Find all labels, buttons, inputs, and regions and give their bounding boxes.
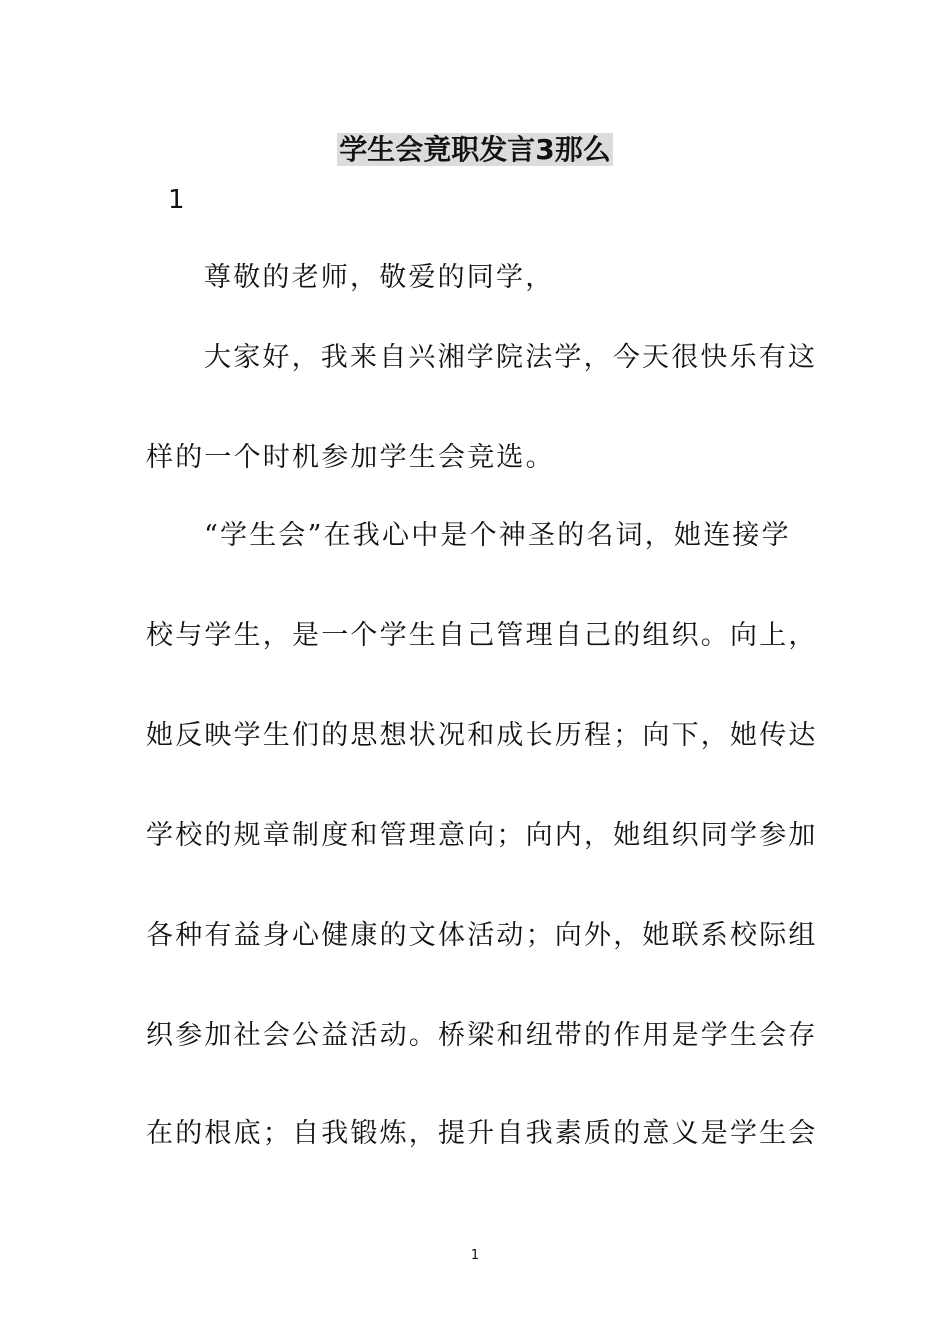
- text-line: 大家好，我来自兴湘学院法学，今天很快乐有这: [204, 342, 818, 373]
- text-line: 在的根底；自我锻炼，提升自我素质的意义是学生会: [146, 1118, 818, 1149]
- text-line-salutation: 尊敬的老师，敬爱的同学，: [204, 262, 555, 293]
- text-line: 织参加社会公益活动。桥梁和纽带的作用是学生会存: [146, 1020, 818, 1051]
- text-line: 校与学生，是一个学生自己管理自己的组织。向上，: [146, 620, 818, 651]
- text-line: 她反映学生们的思想状况和成长历程；向下，她传达: [146, 720, 818, 751]
- text-line: 样的一个时机参加学生会竞选。: [146, 442, 555, 473]
- text-line: 学校的规章制度和管理意向；向内，她组织同学参加: [146, 820, 818, 851]
- section-number: 1: [168, 185, 185, 215]
- text-line: “学生会”在我心中是个神圣的名词，她连接学: [204, 520, 791, 551]
- text-line: 各种有益身心健康的文体活动；向外，她联系校际组: [146, 920, 818, 951]
- document-title: [0, 128, 950, 172]
- page-number: 1: [470, 1248, 480, 1263]
- document-title-text: 学生会竟职发言3那么: [339, 133, 611, 166]
